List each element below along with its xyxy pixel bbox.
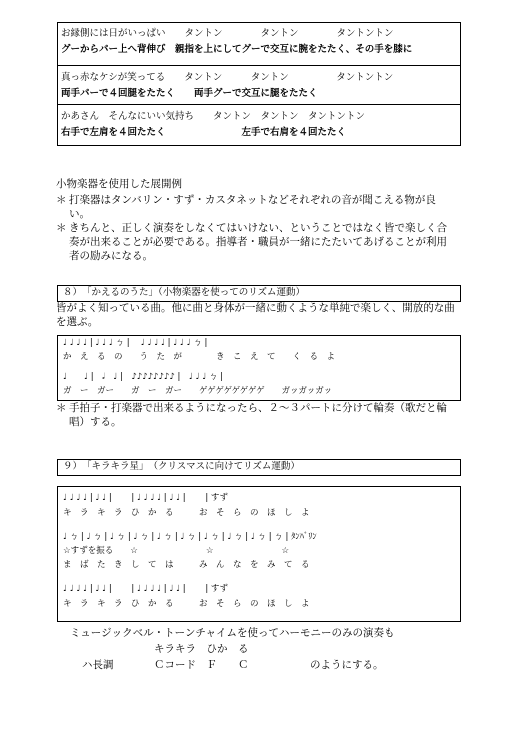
table-row-action: 右手で左肩を４回たたく 左手で右肩を４回たたく <box>61 127 347 138</box>
note-item <box>56 401 456 429</box>
table-row-lyric: かあさん そんなにいい気持ち タントン タントン タントントン <box>61 111 366 122</box>
note-text: 手拍子・打楽器で出来るようになったら、２～３パートに分けて輪奏（歌だと輪唱）する。 <box>69 402 447 428</box>
footer-tail: のようにする。 <box>310 659 384 671</box>
rhythm-line: ♩ ㄅ | ♩ ㄅ | ♩ ㄅ | ♩ ㄅ | ♩ ㄅ | ♩ ㄅ | ♩ ㄅ | ♩ ㄅ | ♩ ㄅ | ㄅ | ﾀﾝﾊﾞﾘﾝ <box>63 532 317 542</box>
section-title: ９） 「キラキラ星」 （クリスマスに向けてリズム運動） <box>63 461 300 472</box>
table-row-lyric: 真っ赤なケシが笑ってる タントン タントン タントントン <box>61 72 394 83</box>
lyric-line: か え る の う た が き こ え て く る よ <box>63 352 336 362</box>
footer-text: ミュージックベル・トーンチャイムを使ってハーモニーのみの演奏も <box>70 627 395 639</box>
section-heading: 小物楽器を使用した展開例 <box>56 178 182 190</box>
table-row-action: グーからパー上へ背伸び 親指を上にしてグーで交互に腕をたたく、その手を膝に <box>61 44 413 55</box>
lyric-line: キ ラ キ ラ ひ か る お そ ら の ほ し よ <box>63 599 310 609</box>
bullet-text: きちんと、正しく演奏をしなくてはいけない、ということではなく皆で楽しく合奏が出来ることが必要である。指導者・職員が一緒にたたいてあげることが利用者の励みになる。 <box>69 222 447 262</box>
table-divider <box>57 65 461 66</box>
bullet-item <box>56 221 456 263</box>
bullet-text: 打楽器はタンバリン・すず・カスタネットなどそれぞれの音が聞こえる物が良い。 <box>69 194 436 220</box>
footer-chord: Ｃコード Ｆ Ｃ <box>154 659 249 671</box>
table-divider <box>57 104 461 105</box>
bullet-mark: ＊ <box>56 222 67 234</box>
footer-text: キラキラ ひか る <box>154 643 249 655</box>
lyric-line: ま ば た き し て は み ん な を み て る <box>63 560 310 570</box>
table-row-action: 両手パーで４回腿をたたく 両手グーで交互に腿をたたく <box>61 88 318 99</box>
table-row-lyric: お縁側には日がいっぱい タントン タントン タントントン <box>61 28 394 39</box>
instrument-marks: ☆すずを振る ☆ ☆ ☆ <box>63 546 290 556</box>
rhythm-line: ♩ ♩ ♩ ♩ | ♩ ♩ | | ♩ ♩ ♩ ♩ | ♩ ♩ | | すず <box>63 584 229 594</box>
section-title: ８） 「かえるのうた」（小物楽器を使ってのリズム運動） <box>63 287 306 298</box>
section-description: 皆がよく知っている曲。他に曲と身体が一緒に動くような単純で楽しく、開放的な曲を選ぶ。 <box>56 302 455 328</box>
bullet-mark: ＊ <box>56 402 67 414</box>
rhythm-line: ♩ ♩ ♩ ♩ | ♩ ♩ ♩ ㄅ | ♩ ♩ ♩ ♩ | ♩ ♩ ♩ ㄅ | <box>63 338 208 348</box>
footer-key: ハ長調 <box>82 659 114 671</box>
bullet-mark: ＊ <box>56 194 67 206</box>
rhythm-line: ♩ ♩ ♩ ♩ | ♩ ♩ | | ♩ ♩ ♩ ♩ | ♩ ♩ | | すず <box>63 493 229 503</box>
bullet-item <box>56 193 456 221</box>
lyric-line: ガ ー ガー ガ ー ガー ゲゲゲゲゲゲゲゲ ガッガッガッ <box>63 386 333 396</box>
rhythm-line: ♩ ♩ | 𝅗𝅥 ♩ | ♪♪♪♪♪♪♪♪ | ♩ ♩ ♩ ㄅ | <box>63 372 224 382</box>
lyric-line: キ ラ キ ラ ひ か る お そ ら の ほ し よ <box>63 508 310 518</box>
